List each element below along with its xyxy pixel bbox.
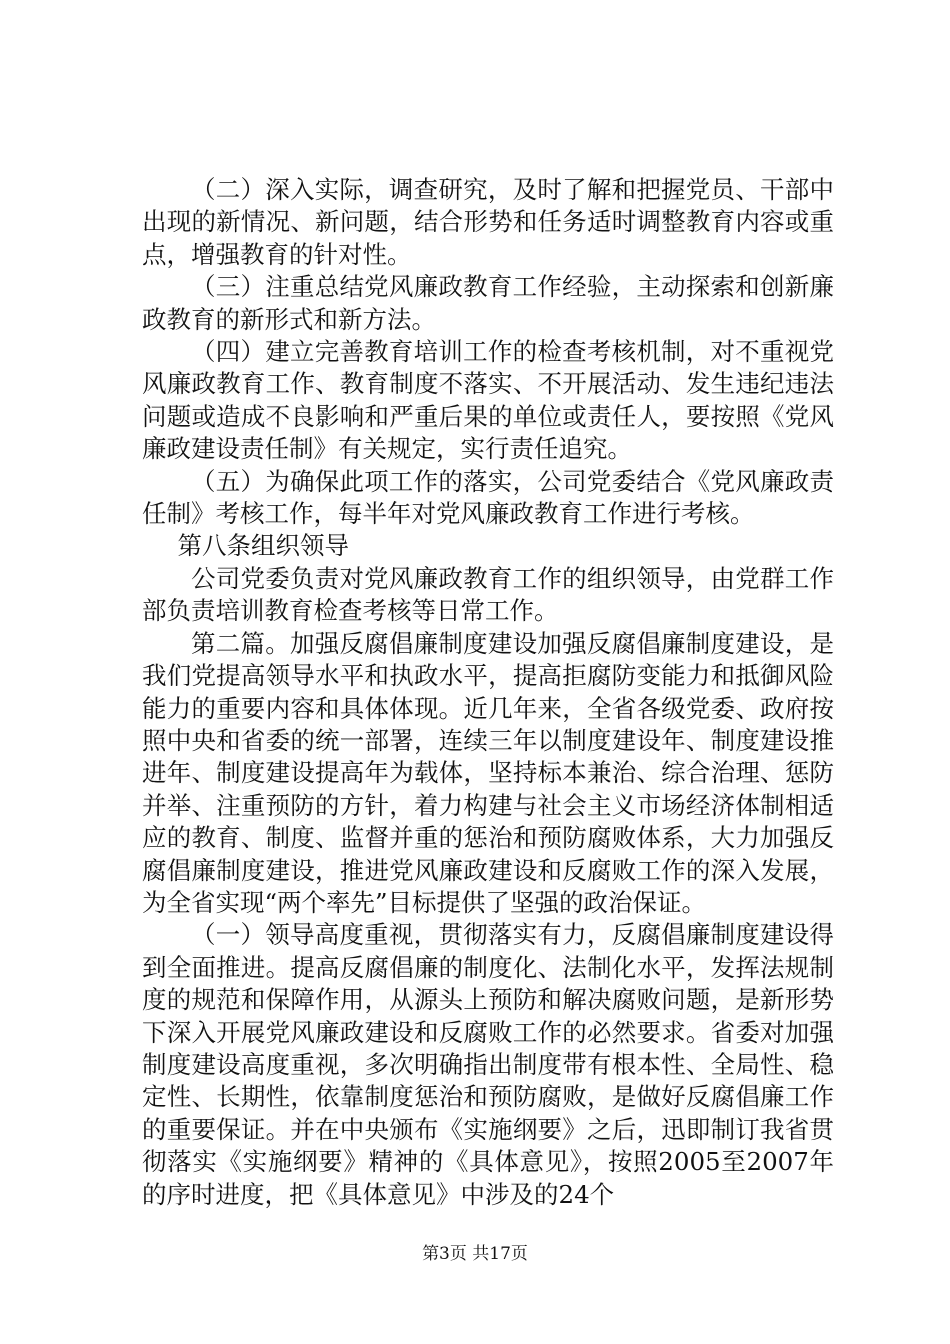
paragraph-3: （三）注重总结党风廉政教育工作经验，主动探索和创新廉政教育的新形式和新方法。 xyxy=(142,272,834,334)
paragraph-organization: 公司党委负责对党风廉政教育工作的组织领导，由党群工作部负责培训教育检查考核等日常工作。 xyxy=(142,563,834,626)
paragraph-4: （四）建立完善教育培训工作的检查考核机制，对不重视党风廉政教育工作、教育制度不落实、不开展活动、发生违纪违法问题或造成不良影响和严重后果的单位或责任人，要按照《党风廉政建设责任制》有关规定，实行责任追究。 xyxy=(142,337,834,464)
paragraph-part-two: 第二篇。加强反腐倡廉制度建设加强反腐倡廉制度建设，是我们党提高领导水平和执政水平，提高拒腐防变能力和抵御风险能力的重要内容和具体体现。近几年来，全省各级党委、政府按照中央和省委的统一部署，连续三年以制度建设年、制度建设推进年、制度建设提高年为载体，坚持标本兼治、综合治理、惩防并举、注重预防的方针，着力构建与社会主义市场经济体制相适应的教育、制度、监督并重的惩治和预防腐败体系，大力加强反腐倡廉制度建设，推进党风廉政建设和反腐败工作的深入发展，为全省实现“两个率先”目标提供了坚强的政治保证。 xyxy=(142,628,834,917)
section-heading: 第八条组织领导 xyxy=(177,531,350,561)
paragraph-2: （二）深入实际，调查研究，及时了解和把握党员、干部中出现的新情况、新问题，结合形势和任务适时调整教育内容或重点，增强教育的针对性。 xyxy=(142,175,834,269)
page-number-footer: 第3页 共17页 xyxy=(422,1244,528,1264)
paragraph-part-two-1: （一）领导高度重视，贯彻落实有力，反腐倡廉制度建设得到全面推进。提高反腐倡廉的制度化、法制化水平，发挥法规制度的规范和保障作用，从源头上预防和解决腐败问题，是新形势下深入开展党风廉政建设和反腐败工作的必然要求。省委对加强制度建设高度重视，多次明确指出制度带有根本性、全局性、稳定性、长期性，依靠制度惩治和预防腐败，是做好反腐倡廉工作的重要保证。并在中央颁布《实施纲要》之后，迅即制订我省贯彻落实《实施纲要》精神的《具体意见》，按照2005至2007年的序时进度，把《具体意见》中涉及的24个 xyxy=(142,920,834,1209)
document-body xyxy=(142,174,834,1211)
paragraph-5: （五）为确保此项工作的落实，公司党委结合《党风廉政责任制》考核工作，每半年对党风廉政教育工作进行考核。 xyxy=(142,466,834,529)
